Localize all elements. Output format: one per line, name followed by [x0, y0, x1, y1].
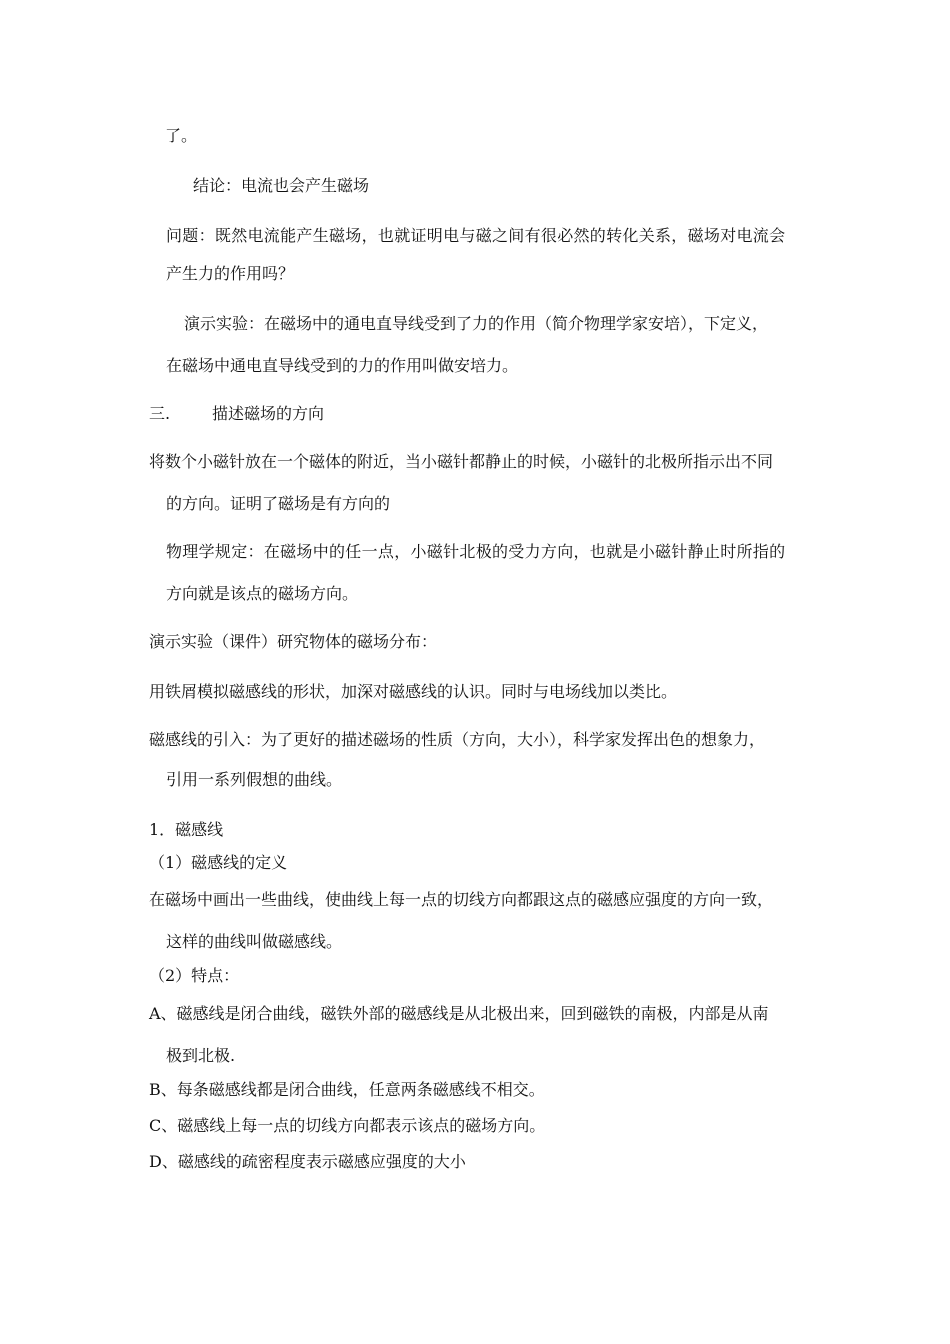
text-line: 将数个小磁针放在一个磁体的附近，当小磁针都静止的时候，小磁针的北极所指示出不同 [149, 452, 774, 471]
text-line: 引用一系列假想的曲线。 [166, 770, 343, 789]
subheading: （1）磁感线的定义 [149, 853, 288, 872]
text-line: 磁感线的引入：为了更好的描述磁场的性质（方向，大小），科学家发挥出色的想象力， [149, 730, 766, 749]
text-line: 在磁场中通电直导线受到的力的作用叫做安培力。 [166, 356, 519, 375]
text-line: 的方向。证明了磁场是有方向的 [166, 494, 391, 513]
text-line: 问题：既然电流能产生磁场，也就证明电与磁之间有很必然的转化关系，磁场对电流会 [166, 226, 786, 245]
list-item: A、磁感线是闭合曲线，磁铁外部的磁感线是从北极出来，回到磁铁的南极，内部是从南 [149, 1004, 769, 1023]
subheading: 1．磁感线 [149, 820, 224, 839]
text-line: 产生力的作用吗？ [166, 264, 295, 283]
text-line: 结论：电流也会产生磁场 [193, 176, 370, 195]
text-line: 演示实验（课件）研究物体的磁场分布： [149, 632, 438, 651]
text-line: 方向就是该点的磁场方向。 [166, 584, 359, 603]
text-line: 物理学规定：在磁场中的任一点，小磁针北极的受力方向，也就是小磁针静止时所指的 [166, 542, 786, 561]
text-line: 这样的曲线叫做磁感线。 [166, 932, 343, 951]
text-line: 演示实验：在磁场中的通电直导线受到了力的作用（简介物理学家安培），下定义， [184, 314, 769, 333]
text-line: 在磁场中画出一些曲线，使曲线上每一点的切线方向都跟这点的磁感应强度的方向一致， [149, 890, 774, 909]
list-item: D、磁感线的疏密程度表示磁感应强度的大小 [149, 1152, 466, 1171]
list-item-continuation: 极到北极. [166, 1046, 236, 1065]
list-item: B、每条磁感线都是闭合曲线，任意两条磁感线不相交。 [149, 1080, 545, 1099]
list-item: C、磁感线上每一点的切线方向都表示该点的磁场方向。 [149, 1116, 546, 1135]
text-line: 了。 [165, 126, 198, 145]
section-number: 三. [149, 404, 171, 423]
section-heading: 描述磁场的方向 [212, 404, 325, 423]
subheading: （2）特点： [149, 966, 240, 985]
text-line: 用铁屑模拟磁感线的形状，加深对磁感线的认识。同时与电场线加以类比。 [149, 682, 678, 701]
